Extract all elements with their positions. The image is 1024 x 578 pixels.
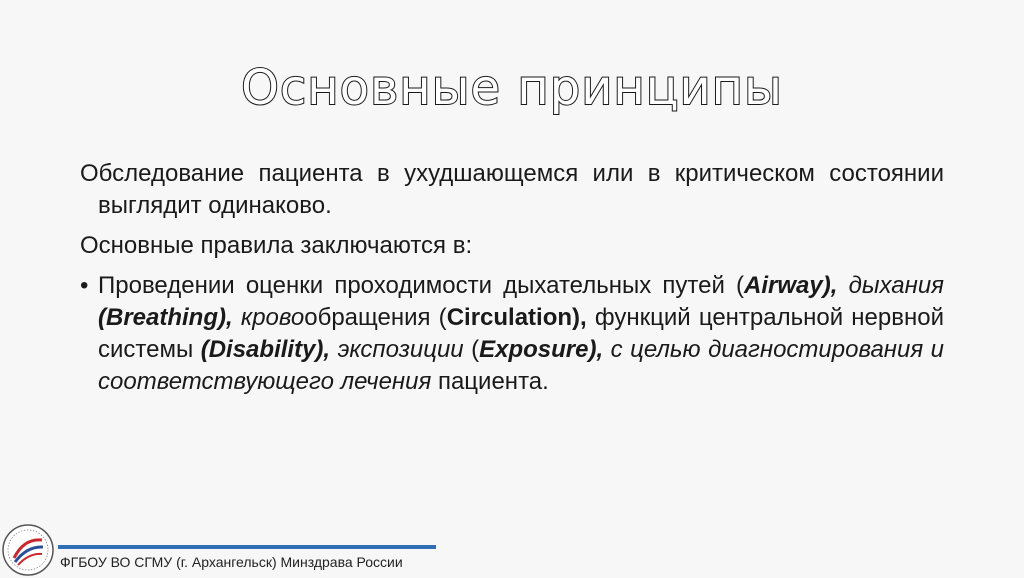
- term-ekspozicii: экспозиции: [337, 336, 464, 363]
- slide-body: [80, 158, 944, 398]
- footer-divider: [58, 545, 436, 549]
- paragraph-1: Обследование пациента в ухудшающемся или в критическом состоянии выглядит одинаково.: [80, 160, 944, 219]
- bullet-item: [80, 270, 944, 398]
- paragraph-2: Основные правила заключаются в:: [80, 232, 473, 259]
- university-logo-icon: [0, 520, 58, 578]
- term-disability: (Disability),: [200, 336, 331, 363]
- term-dyhaniya: дыхания: [848, 272, 944, 299]
- bullet-icon: •: [80, 272, 89, 299]
- term-breathing: (Breathing),: [98, 304, 233, 331]
- bullet-text-part: Проведении оценки проходимости дыхательных путей (: [98, 272, 745, 299]
- term-purpose: с целью диагностирования и соответствующего лечения: [98, 336, 945, 395]
- bullet-text-part: (: [463, 336, 480, 363]
- bullet-text-part: [837, 272, 848, 299]
- bullet-text-part: [330, 336, 337, 363]
- bullet-text-part: пациента.: [431, 368, 549, 395]
- term-airway: Airway),: [744, 272, 838, 299]
- footer-text: ФГБОУ ВО СГМУ (г. Архангельск) Минздрава России: [60, 554, 403, 570]
- term-circulation: Circulation),: [446, 304, 587, 331]
- bullet-text-part: функций центральной нервной системы: [98, 304, 945, 363]
- bullet-text-part: обращения (: [304, 304, 447, 331]
- slide-title: Основные принципы: [241, 60, 783, 116]
- term-exposure: Exposure),: [479, 336, 604, 363]
- bullet-text: [98, 272, 944, 395]
- bullet-text-part: [603, 336, 610, 363]
- bullet-text-part: [233, 304, 241, 331]
- term-krovo: крово: [240, 304, 305, 331]
